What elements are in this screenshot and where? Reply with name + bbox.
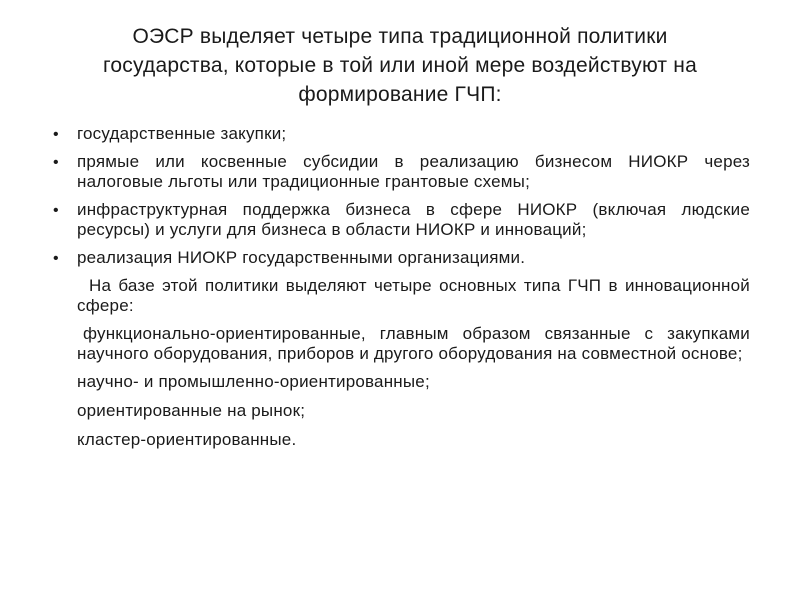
ppp-type-4: кластер-ориентированные. (77, 430, 297, 449)
intro-paragraph: На базе этой политики выделяют четыре основных типа ГЧП в инновационной сфере: (77, 276, 750, 315)
title-line-2: государства, которые в той или иной мере воздействуют на (103, 54, 697, 77)
ppp-type-2: научно- и промышленно-ориентированные; (77, 372, 430, 391)
bullet-icon: • (53, 126, 59, 143)
list-item-text: государственные закупки; (77, 124, 287, 143)
bullet-icon: • (53, 154, 59, 171)
title-line-1: ОЭСР выделяет четыре типа традиционной политики (132, 25, 668, 48)
bullet-list (50, 124, 750, 268)
bullet-icon: • (53, 250, 59, 267)
ppp-type-1: функционально-ориентированные, главным образом связанные с закупками научного оборудования, приборов и другого оборудования на совместной основе; (77, 324, 750, 363)
ppp-type-3: ориентированные на рынок; (77, 401, 306, 420)
bullet-icon: • (53, 202, 59, 219)
list-item-text: реализация НИОКР государственными организациями. (77, 248, 526, 267)
title-line-3: формирование ГЧП: (298, 83, 502, 106)
slide-title (60, 22, 740, 109)
slide-body (50, 124, 750, 459)
list-item (50, 152, 750, 192)
list-item-text: инфраструктурная поддержка бизнеса в сфере НИОКР (включая людские ресурсы) и услуги для бизнеса в области НИОКР и инноваций; (77, 200, 750, 239)
list-item-text: прямые или косвенные субсидии в реализацию бизнесом НИОКР через налоговые льготы или традиционные грантовые схемы; (77, 152, 750, 191)
list-item (50, 248, 750, 268)
list-item (50, 124, 750, 144)
list-item (50, 200, 750, 240)
